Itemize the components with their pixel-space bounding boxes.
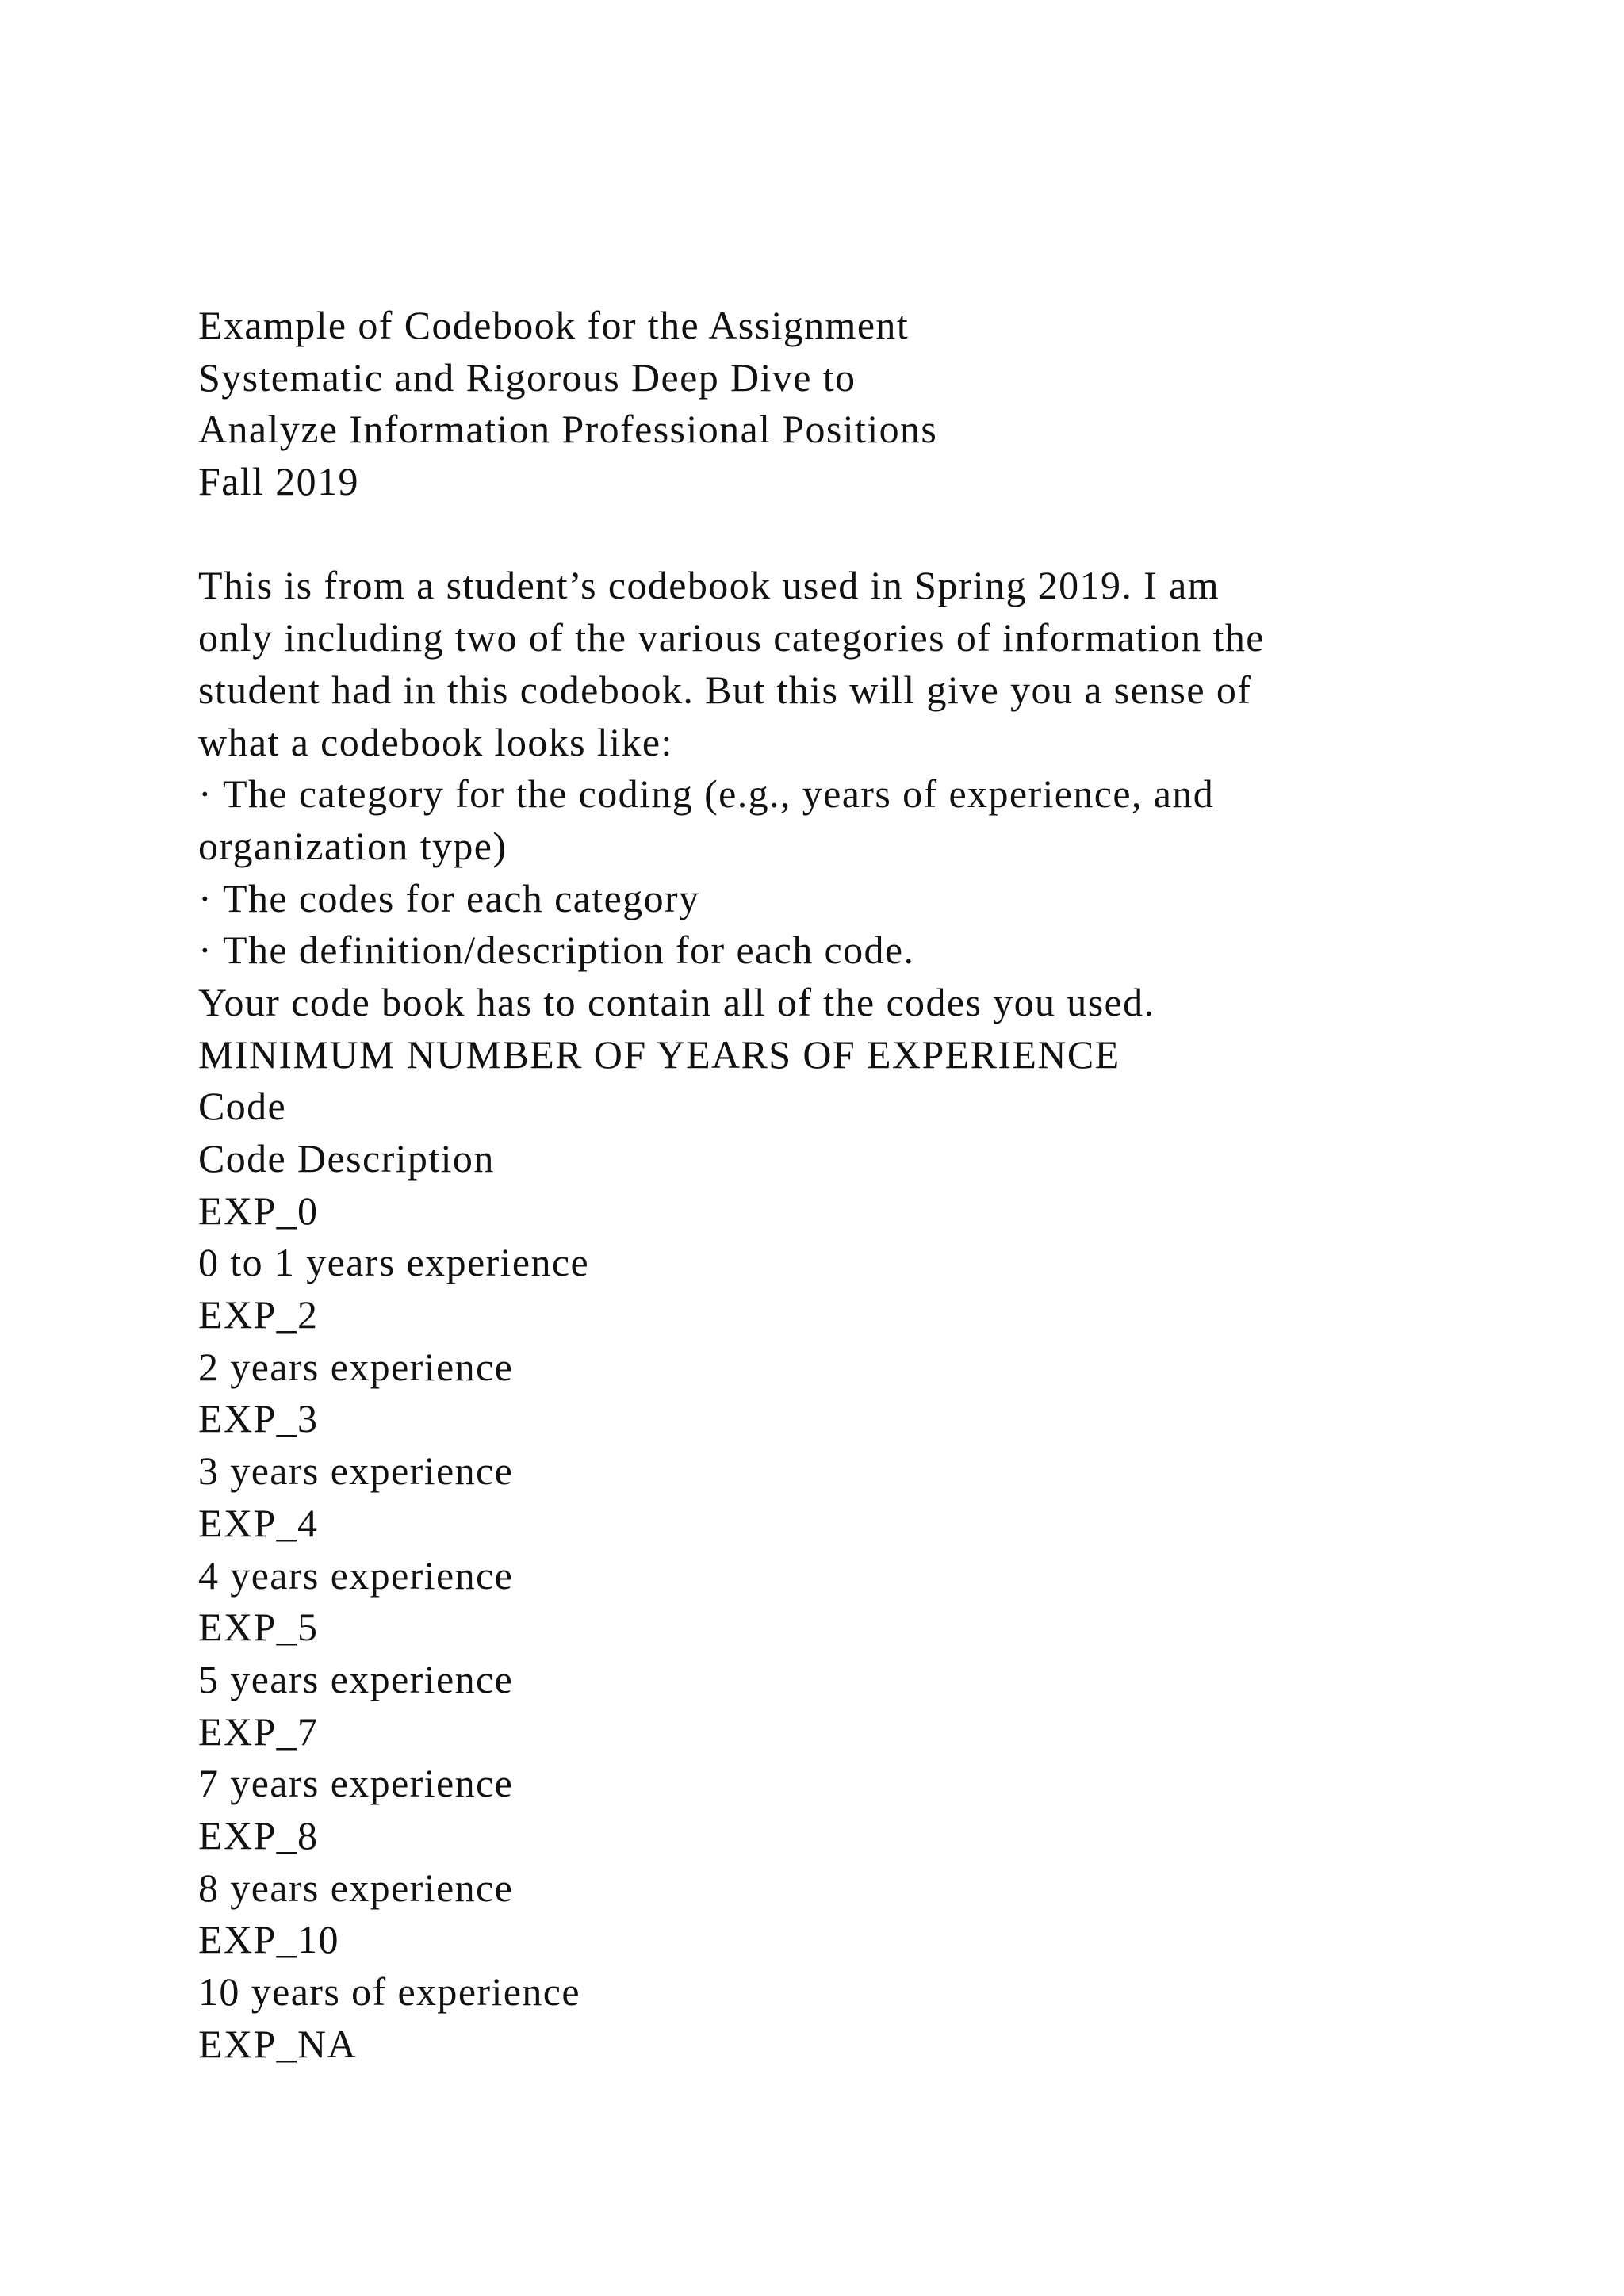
code-table <box>198 1081 1467 2070</box>
code-row <box>198 1393 1467 1497</box>
bullet-list <box>198 768 1467 977</box>
code-description-cell: 0 to 1 years experience <box>198 1240 590 1285</box>
code-description-cell: 3 years experience <box>198 1448 514 1494</box>
bullet-line: · The category for the coding (e.g., years of experience, and <box>198 771 1215 817</box>
code-row <box>198 1498 1467 1601</box>
bullet-line: · The definition/description for each code. <box>198 928 915 973</box>
bullet-line: · The codes for each category <box>198 875 700 920</box>
title-line: Systematic and Rigorous Deep Dive to <box>198 354 856 400</box>
bullet-item <box>198 924 1467 977</box>
code-description-cell: 10 years of experience <box>198 1969 580 2014</box>
code-row <box>198 1706 1467 1810</box>
code-cell: EXP_0 <box>198 1188 319 1233</box>
code-cell: EXP_2 <box>198 1292 319 1337</box>
blank-line <box>198 508 1467 561</box>
section-heading: MINIMUM NUMBER OF YEARS OF EXPERIENCE <box>198 1031 1120 1077</box>
title-line: Analyze Information Professional Positions <box>198 407 938 452</box>
code-description-cell: 8 years experience <box>198 1865 514 1910</box>
intro-line: what a codebook looks like: <box>198 719 673 764</box>
column-header-code: Code <box>198 1084 287 1129</box>
title-line: Example of Codebook for the Assignment <box>198 303 910 347</box>
code-cell: EXP_7 <box>198 1709 319 1754</box>
code-row <box>198 2019 1467 2071</box>
code-row <box>198 1601 1467 1705</box>
bullet-item <box>198 768 1467 872</box>
code-row <box>198 1289 1467 1393</box>
code-description-cell: 7 years experience <box>198 1761 514 1806</box>
bullet-line: organization type) <box>198 823 508 868</box>
bullet-item <box>198 873 1467 925</box>
code-description-cell: 4 years experience <box>198 1552 514 1598</box>
code-cell: EXP_3 <box>198 1396 319 1441</box>
column-header-description: Code Description <box>198 1136 495 1181</box>
intro-line: This is from a student’s codebook used in Spring 2019. I am <box>198 563 1220 608</box>
code-row <box>198 1185 1467 1289</box>
code-description-cell: 2 years experience <box>198 1344 514 1389</box>
code-cell: EXP_10 <box>198 1917 339 1962</box>
code-cell: EXP_5 <box>198 1605 319 1650</box>
document-body <box>198 300 1467 2070</box>
code-row <box>198 1914 1467 2018</box>
title-date: Fall 2019 <box>198 459 359 504</box>
code-cell: EXP_8 <box>198 1812 319 1858</box>
code-description-cell: 5 years experience <box>198 1656 514 1701</box>
code-cell: EXP_NA <box>198 2021 358 2066</box>
title-block <box>198 300 1467 508</box>
intro-paragraph <box>198 560 1467 768</box>
code-row <box>198 1810 1467 1914</box>
code-cell: EXP_4 <box>198 1500 319 1545</box>
requirement-text: Your code book has to contain all of the codes you used. <box>198 979 1155 1024</box>
intro-line: only including two of the various categories of information the <box>198 615 1265 660</box>
intro-line: student had in this codebook. But this will give you a sense of <box>198 667 1252 712</box>
